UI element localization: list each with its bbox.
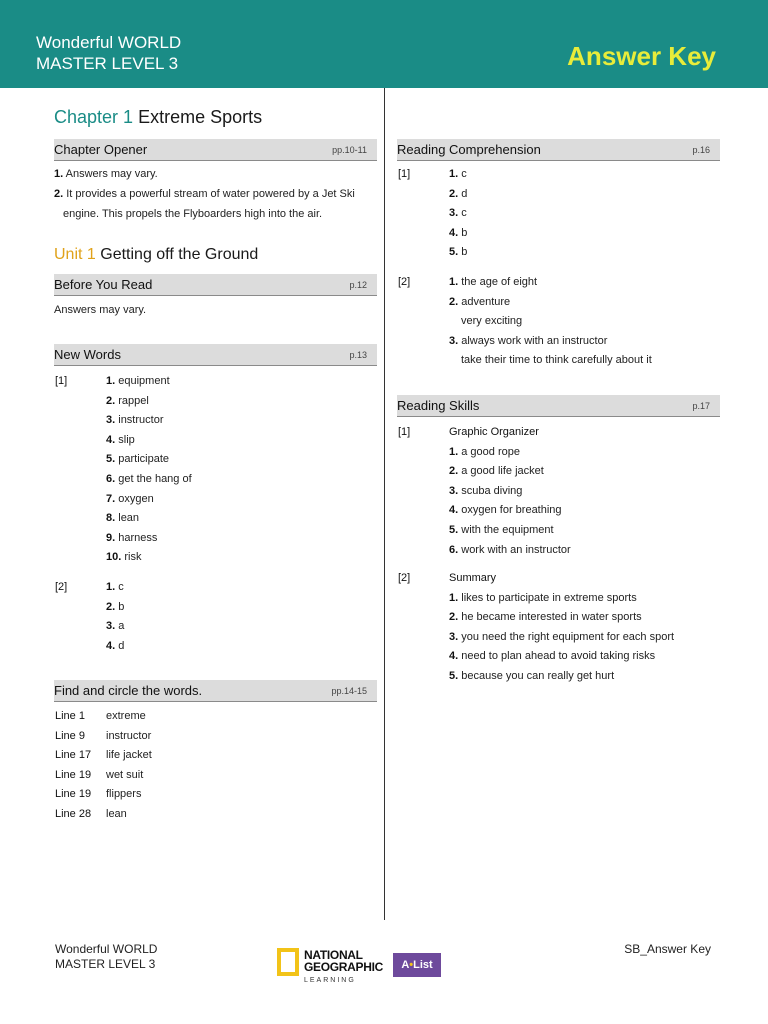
new-words-part1-label: [1]	[55, 375, 68, 387]
list-item: extreme	[106, 710, 146, 722]
chapter-opener-bar: Chapter Opener pp.10-11	[54, 139, 377, 161]
list-item: 7. oxygen	[106, 492, 154, 505]
list-item: 5. with the equipment	[449, 523, 554, 536]
reading-comprehension-part2-label: [2]	[398, 276, 411, 288]
before-you-read-answer: Answers may vary.	[54, 304, 147, 316]
header-book-title: Wonderful WORLD MASTER LEVEL 3	[36, 33, 182, 73]
list-item: 3. scuba diving	[449, 484, 523, 497]
list-item: Line 17	[55, 749, 92, 762]
list-item: instructor	[106, 729, 152, 742]
list-item: 5. because you can really get hurt	[449, 669, 615, 682]
find-circle-words	[106, 707, 152, 825]
list-item: 3. a	[106, 620, 125, 633]
list-item: 2. d	[449, 187, 468, 200]
list-item: 5. b	[449, 246, 468, 259]
list-item: 3. instructor	[106, 414, 164, 427]
reading-comprehension-bar: Reading Comprehension p.16	[397, 139, 720, 161]
find-circle-lines	[55, 707, 91, 825]
new-words-part2-list	[106, 578, 124, 656]
new-words-bar: New Words p.13	[54, 344, 377, 366]
footer-sb-answer-key: SB_Answer Key	[624, 942, 711, 956]
list-item: 10. risk	[106, 551, 142, 564]
list-item: 3. always work with an instructor	[449, 334, 608, 347]
list-item: 4. d	[106, 639, 125, 652]
list-item: very exciting	[461, 315, 523, 328]
header-answer-key: Answer Key	[567, 41, 716, 71]
list-item: 1. likes to participate in extreme sports	[449, 591, 637, 604]
list-item: 1. the age of eight	[449, 276, 538, 288]
reading-comprehension-part2-list	[449, 273, 652, 371]
list-item: 1. c	[106, 581, 124, 593]
national-geographic-wordmark: NATIONAL GEOGRAPHIC	[304, 948, 384, 974]
a-list-logo: A • List	[393, 953, 441, 977]
reading-comprehension-part1-list	[449, 165, 467, 263]
list-item: Line 1	[55, 710, 85, 722]
footer-book-title: Wonderful WORLD MASTER LEVEL 3	[55, 942, 158, 971]
list-item: Line 19	[55, 768, 92, 781]
list-item: 1. equipment	[106, 375, 170, 387]
list-item: Line 28	[55, 807, 92, 820]
list-item: 9. harness	[106, 531, 158, 544]
list-item: 4. b	[449, 226, 468, 239]
list-item: 6. work with an instructor	[449, 543, 571, 556]
list-item: 3. c	[449, 207, 467, 220]
summary-heading: Summary	[449, 572, 497, 584]
chapter-opener-item-1: 1. Answers may vary.	[54, 168, 158, 180]
list-item: 2. rappel	[106, 394, 149, 407]
list-item: 4. need to plan ahead to avoid taking risks	[449, 650, 656, 663]
chapter-title: Chapter 1 Extreme Sports	[54, 107, 263, 127]
reading-skills-bar: Reading Skills p.17	[397, 395, 720, 417]
national-geographic-learning-label: LEARNING	[304, 977, 356, 984]
list-item: 6. get the hang of	[106, 472, 192, 485]
reading-skills-part2-label: [2]	[398, 572, 411, 584]
list-item: lean	[106, 807, 127, 820]
list-item: Line 9	[55, 729, 85, 742]
graphic-organizer-heading: Graphic Organizer	[449, 426, 539, 438]
reading-skills-part2-list	[449, 569, 674, 687]
chapter-opener-item-2: 2. It provides a powerful stream of water powered by a Jet Ski engine. This propels the Flyboarders high into the air.	[54, 188, 355, 220]
reading-skills-part1-list	[449, 423, 571, 560]
list-item: take their time to think carefully about it	[461, 354, 652, 367]
list-item: 2. a good life jacket	[449, 465, 544, 478]
list-item: 2. b	[106, 600, 125, 613]
national-geographic-logo-icon	[277, 948, 299, 976]
new-words-part1-list	[106, 372, 192, 568]
list-item: wet suit	[106, 768, 144, 781]
list-item: 1. c	[449, 168, 467, 180]
list-item: flippers	[106, 788, 142, 801]
list-item: 2. he became interested in water sports	[449, 611, 642, 624]
list-item: 2. adventure	[449, 295, 511, 308]
list-item: 4. oxygen for breathing	[449, 504, 562, 517]
list-item: 3. you need the right equipment for each sport	[449, 630, 675, 643]
column-divider	[384, 88, 385, 920]
list-item: 1. a good rope	[449, 445, 520, 458]
list-item: 4. slip	[106, 433, 135, 446]
before-you-read-bar: Before You Read p.12	[54, 274, 377, 296]
unit-title: Unit 1 Getting off the Ground	[54, 246, 259, 263]
page-header	[0, 0, 768, 88]
new-words-part2-label: [2]	[55, 581, 68, 593]
find-circle-bar: Find and circle the words. pp.14-15	[54, 680, 377, 702]
list-item: Line 19	[55, 788, 92, 801]
reading-skills-part1-label: [1]	[398, 426, 411, 438]
list-item: 8. lean	[106, 512, 140, 525]
reading-comprehension-part1-label: [1]	[398, 168, 411, 180]
list-item: 5. participate	[106, 453, 170, 466]
list-item: life jacket	[106, 749, 152, 762]
